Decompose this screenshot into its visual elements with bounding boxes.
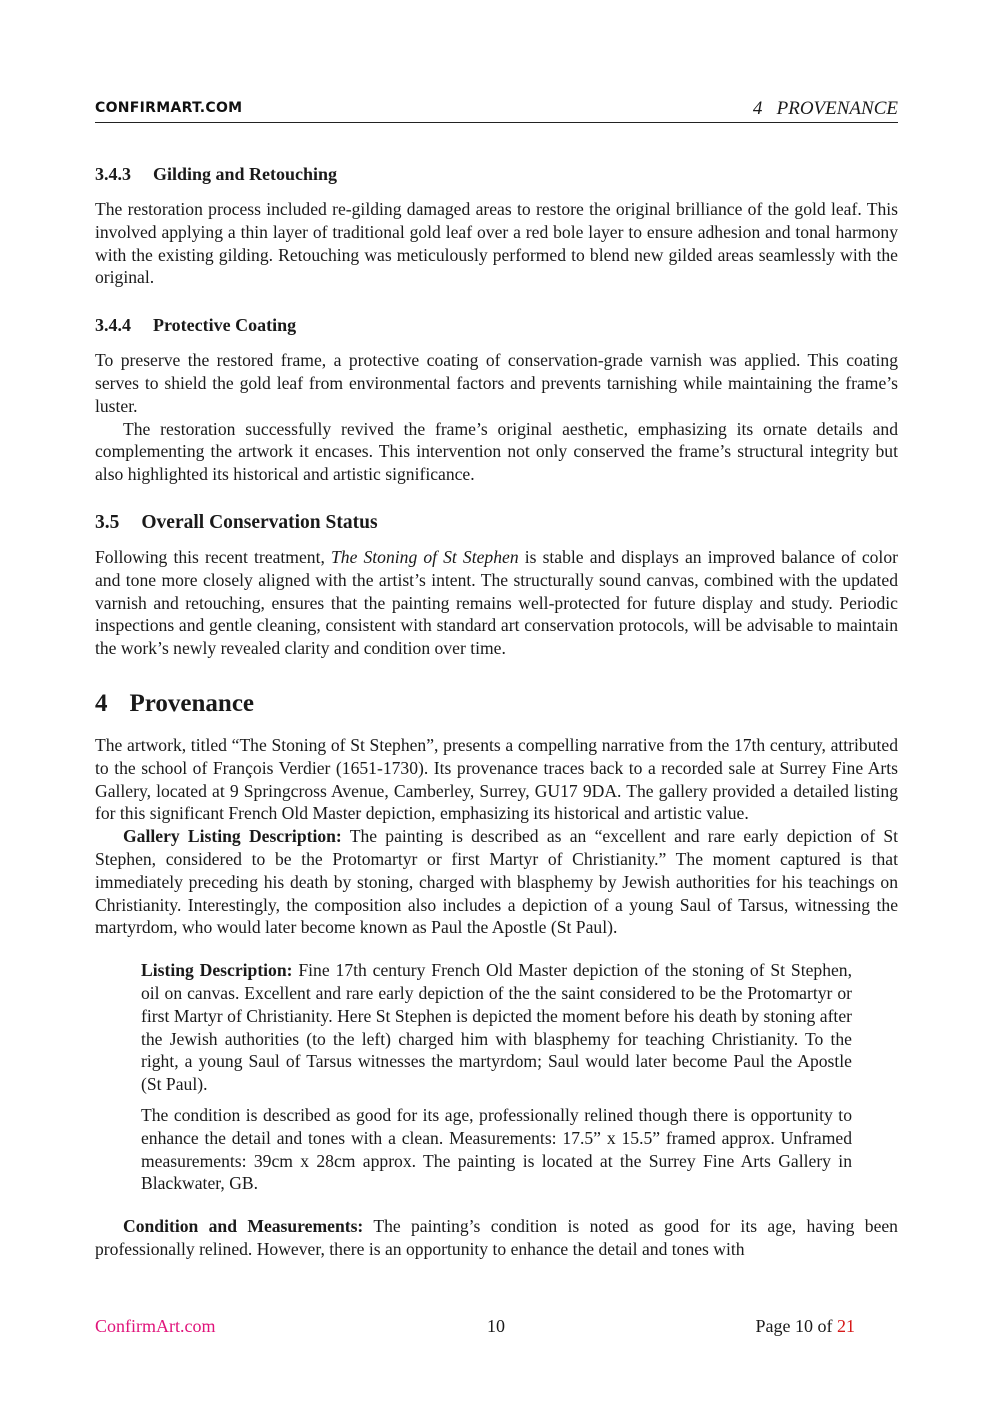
total-pages-link[interactable]: 21 bbox=[837, 1316, 855, 1336]
quote-paragraph: The condition is described as good for its age, professionally relined though there is opportunity to enhance the detail and tones with a clean. Measurements: 17.5” x 15.5” framed approx. Unframed measurements: 39cm x 28cm approx. The painting is located at the Surrey Fine Arts Gallery in Blackwater, GB. bbox=[141, 1104, 852, 1194]
paragraph-lead: Condition and Measurements: bbox=[123, 1216, 364, 1237]
section-number: 3.5 bbox=[95, 511, 120, 533]
section-number: 3.4.4 bbox=[95, 315, 131, 336]
page-footer bbox=[95, 1316, 855, 1340]
quote-lead: Listing Description: bbox=[141, 960, 293, 981]
running-header bbox=[95, 98, 898, 123]
section-title: Overall Conservation Status bbox=[141, 511, 378, 533]
section-number: 3.4.3 bbox=[95, 164, 131, 184]
paragraph: The restoration process included re-gilding damaged areas to restore the original brilliance of the gold leaf. This involved applying a thin layer of traditional gold leaf over a red bole layer to ensure adhesion and tonal harmony with the existing gilding. Retouching was meticulously performed to blend new gilded areas seamlessly with the original. bbox=[95, 199, 898, 288]
section-title: Gilding and Retouching bbox=[153, 164, 338, 184]
paragraph: The artwork, titled “The Stoning of St Stephen”, presents a compelling narrative from the 17th century, attributed to the school of François Verdier (1651-1730). Its provenance traces back to a recorded sale at Surrey Fine Arts Gallery, located at 9 Springcross Avenue, Camberley, Surrey, GU17 9DA. The gallery provided a detailed listing for this significant French Old Master depiction, emphasizing its historical and artistic value. bbox=[95, 734, 898, 824]
site-logo: CONFIRMART.COM bbox=[95, 100, 243, 116]
document-body bbox=[95, 162, 898, 1261]
section-number: 4 bbox=[95, 689, 108, 717]
paragraph: The restoration successfully revived the frame’s original aesthetic, emphasizing its ornate details and complementing the artwork it encases. This intervention not only conserved the frame’s structural integrity but also highlighted its historical and artistic significance. bbox=[95, 418, 898, 485]
subsubsection-heading-3-4-4 bbox=[95, 313, 898, 337]
subsection-heading-3-5 bbox=[95, 510, 898, 536]
paragraph: To preserve the restored frame, a protective coating of conservation-grade varnish was applied. This coating serves to shield the gold leaf from environmental factors and prevents tarnishing while maintaining the frame’s luster. bbox=[95, 350, 898, 416]
section-title: Protective Coating bbox=[153, 315, 297, 336]
subsubsection-heading-3-4-3 bbox=[95, 162, 898, 186]
paragraph: Following this recent treatment, The Stoning of St Stephen is stable and displays an improved balance of color and tone more closely aligned with the artist’s intent. The structurally sound canvas, combined with the updated varnish and retouching, ensures that the painting remains well-protected for future display and study. Periodic inspections and gentle cleaning, consistent with standard art conservation protocols, will be advisable to maintain the work’s newly revealed clarity and condition over time. bbox=[95, 546, 898, 659]
block-quote bbox=[141, 959, 852, 1195]
footer-page-count: Page 10 of 21 bbox=[755, 1316, 855, 1336]
section-running-title: 4 PROVENANCE bbox=[752, 98, 898, 119]
paragraph: Gallery Listing Description: The painting is described as an “excellent and rare early depiction of St Stephen, considered to be the Protomartyr or first Martyr of Christianity.” The moment captured is that immediately preceding his death by stoning, charged with blasphemy by Jewish authorities for his teachings on Christianity. Interestingly, the composition also includes a depiction of a young Saul of Tarsus, witnessing the martyrdom, who would later become known as Paul the Apostle (St Paul). bbox=[95, 826, 898, 938]
artwork-title: The Stoning of St Stephen bbox=[330, 546, 519, 567]
paragraph-lead: Gallery Listing Description: bbox=[123, 826, 342, 847]
quote-paragraph: Listing Description: Fine 17th century French Old Master depiction of the stoning of St Stephen, oil on canvas. Excellent and rare early depiction of the the saint considered to be the Protomartyr or first Martyr of Christianity. Here St Stephen is depicted the moment before his death by stoning after the Jewish authorities (to the left) charged him with blasphemy for teaching Christianity. To the right, a young Saul of Tarsus witnesses the martyrdom; Saul would later become Paul the Apostle (St Paul). bbox=[141, 960, 852, 1095]
section-heading-4 bbox=[95, 688, 898, 720]
section-title: Provenance bbox=[129, 689, 255, 717]
paragraph: Condition and Measurements: The painting’s condition is noted as good for its age, having been professionally relined. However, there is an opportunity to enhance the detail and tones with bbox=[95, 1216, 898, 1259]
footer-page-number: 10 bbox=[487, 1316, 505, 1336]
footer-site-link[interactable]: ConfirmArt.com bbox=[95, 1316, 216, 1336]
